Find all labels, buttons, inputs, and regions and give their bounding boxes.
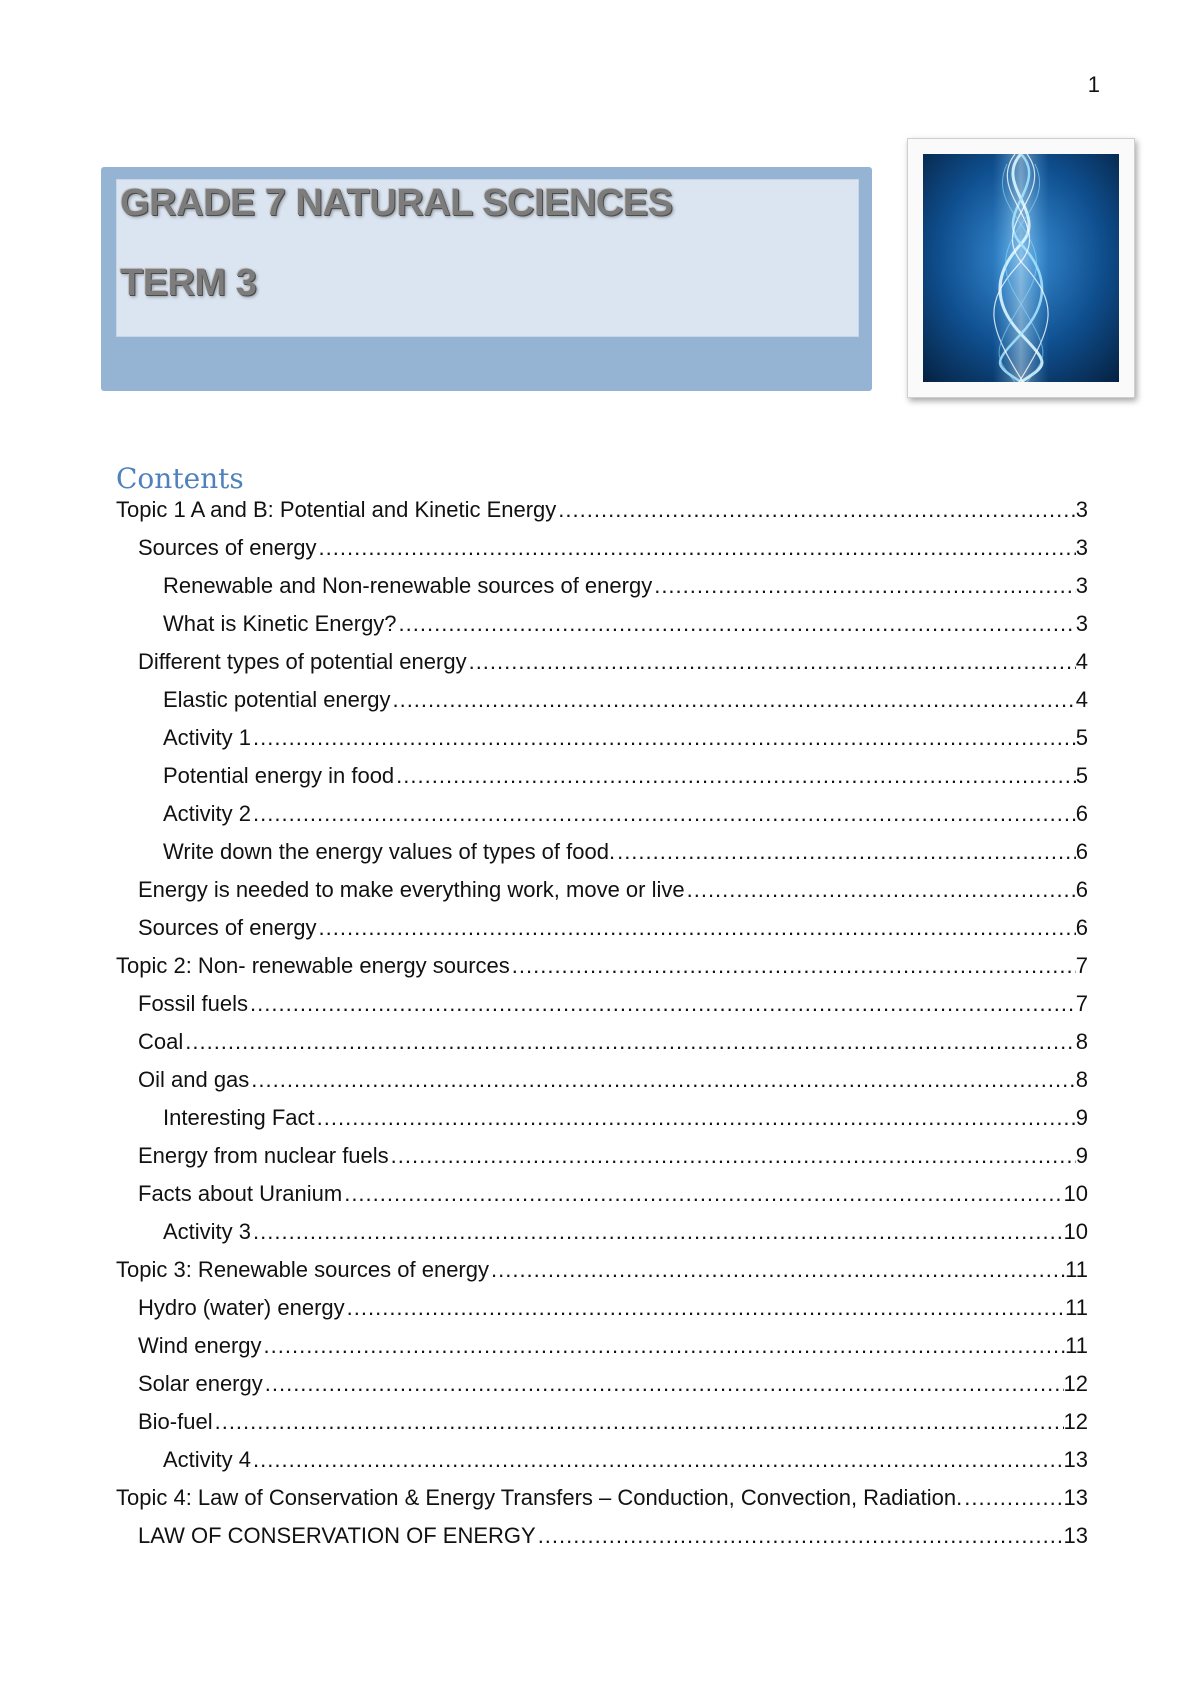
toc-entry-label: Energy from nuclear fuels bbox=[138, 1143, 389, 1168]
toc-entry[interactable] bbox=[116, 1219, 1088, 1257]
toc-entry-label: Activity 4 bbox=[163, 1447, 252, 1472]
toc-entry-label: Elastic potential energy bbox=[163, 687, 391, 712]
toc-entry[interactable] bbox=[116, 1333, 1088, 1371]
toc-entry[interactable] bbox=[116, 1295, 1088, 1333]
toc-entry-label: Solar energy bbox=[138, 1371, 263, 1396]
toc-entry-label: Activity 3 bbox=[163, 1219, 252, 1244]
toc-entry-label: Interesting Fact bbox=[163, 1105, 315, 1130]
toc-entry-label: Hydro (water) energy bbox=[138, 1295, 345, 1320]
toc-entry-page: 5 bbox=[1075, 763, 1088, 788]
toc-entry-page: 4 bbox=[1075, 687, 1088, 712]
document-subtitle: TERM 3 bbox=[120, 262, 257, 304]
toc-entry[interactable] bbox=[116, 953, 1088, 991]
toc-entry[interactable] bbox=[116, 649, 1088, 687]
toc-entry[interactable] bbox=[116, 915, 1088, 953]
toc-entry-page: 8 bbox=[1075, 1029, 1088, 1054]
toc-entry-label: Renewable and Non-renewable sources of energy bbox=[163, 573, 653, 598]
toc-entry-label: Oil and gas bbox=[138, 1067, 250, 1092]
toc-dot-leader bbox=[263, 1371, 1064, 1397]
toc-dot-leader bbox=[342, 1181, 1063, 1207]
toc-entry[interactable] bbox=[116, 763, 1088, 801]
toc-entry-page: 13 bbox=[1063, 1523, 1088, 1548]
toc-dot-leader bbox=[249, 1067, 1075, 1093]
toc-entry[interactable] bbox=[116, 535, 1088, 573]
toc-entry-label: Sources of energy bbox=[138, 535, 317, 560]
toc-entry-page: 13 bbox=[1063, 1485, 1088, 1510]
page-number: 1 bbox=[1087, 72, 1100, 97]
toc-entry-page: 7 bbox=[1075, 991, 1088, 1016]
toc-entry-page: 6 bbox=[1075, 877, 1088, 902]
toc-dot-leader bbox=[345, 1295, 1066, 1321]
toc-entry[interactable] bbox=[116, 877, 1088, 915]
toc-entry[interactable] bbox=[116, 991, 1088, 1029]
toc-dot-leader bbox=[652, 573, 1076, 599]
toc-entry[interactable] bbox=[116, 1181, 1088, 1219]
toc-entry-label: Fossil fuels bbox=[138, 991, 249, 1016]
toc-dot-leader bbox=[317, 535, 1076, 561]
toc-entry-label: Topic 2: Non- renewable energy sources bbox=[116, 953, 510, 978]
toc-entry-page: 5 bbox=[1075, 725, 1088, 750]
toc-entry[interactable] bbox=[116, 1029, 1088, 1067]
cover-image-frame bbox=[907, 138, 1135, 398]
toc-entry-label: Coal bbox=[138, 1029, 184, 1054]
toc-dot-leader bbox=[251, 1219, 1063, 1245]
toc-entry[interactable] bbox=[116, 687, 1088, 725]
toc-dot-leader bbox=[685, 877, 1076, 903]
blue-energy-wave-image bbox=[923, 154, 1119, 382]
toc-entry-page: 11 bbox=[1065, 1257, 1088, 1282]
toc-entry-page: 10 bbox=[1063, 1219, 1088, 1244]
toc-dot-leader bbox=[251, 725, 1076, 751]
toc-entry-label: Potential energy in food bbox=[163, 763, 395, 788]
toc-entry-label: Write down the energy values of types of food. bbox=[163, 839, 616, 864]
toc-entry[interactable] bbox=[116, 1409, 1088, 1447]
toc-entry-label: Sources of energy bbox=[138, 915, 317, 940]
toc-entry-label: Topic 1 A and B: Potential and Kinetic Energy bbox=[116, 497, 557, 522]
table-of-contents bbox=[116, 497, 1088, 1561]
toc-entry[interactable] bbox=[116, 497, 1088, 535]
toc-dot-leader bbox=[248, 991, 1076, 1017]
toc-entry-page: 11 bbox=[1065, 1295, 1088, 1320]
toc-dot-leader bbox=[510, 953, 1076, 979]
toc-entry[interactable] bbox=[116, 725, 1088, 763]
toc-dot-leader bbox=[962, 1485, 1063, 1511]
toc-dot-leader bbox=[536, 1523, 1064, 1549]
toc-entry-label: LAW OF CONSERVATION OF ENERGY bbox=[138, 1523, 536, 1548]
toc-dot-leader bbox=[397, 611, 1076, 637]
toc-dot-leader bbox=[315, 1105, 1076, 1131]
toc-entry-page: 3 bbox=[1075, 573, 1088, 598]
toc-entry[interactable] bbox=[116, 1067, 1088, 1105]
toc-dot-leader bbox=[251, 801, 1076, 827]
toc-entry[interactable] bbox=[116, 1143, 1088, 1181]
toc-dot-leader bbox=[213, 1409, 1064, 1435]
toc-entry-page: 11 bbox=[1065, 1333, 1088, 1358]
toc-dot-leader bbox=[183, 1029, 1076, 1055]
contents-heading: Contents bbox=[116, 462, 244, 495]
toc-dot-leader bbox=[317, 915, 1076, 941]
toc-entry-page: 8 bbox=[1075, 1067, 1088, 1092]
toc-entry-page: 6 bbox=[1075, 801, 1088, 826]
toc-entry-label: Topic 3: Renewable sources of energy bbox=[116, 1257, 489, 1282]
toc-dot-leader bbox=[394, 763, 1076, 789]
toc-entry-page: 13 bbox=[1063, 1447, 1088, 1472]
toc-entry-page: 3 bbox=[1075, 611, 1088, 636]
toc-entry-label: Energy is needed to make everything work, move or live bbox=[138, 877, 685, 902]
toc-entry-label: Activity 2 bbox=[163, 801, 252, 826]
toc-entry[interactable] bbox=[116, 1447, 1088, 1485]
toc-entry-page: 6 bbox=[1075, 839, 1088, 864]
toc-entry-page: 3 bbox=[1075, 535, 1088, 560]
toc-entry[interactable] bbox=[116, 801, 1088, 839]
toc-entry-label: Topic 4: Law of Conservation & Energy Transfers – Conduction, Convection, Radiation. bbox=[116, 1485, 963, 1510]
toc-entry-page: 6 bbox=[1075, 915, 1088, 940]
toc-dot-leader bbox=[389, 1143, 1076, 1169]
toc-entry-label: Wind energy bbox=[138, 1333, 262, 1358]
toc-entry-label: What is Kinetic Energy? bbox=[163, 611, 397, 636]
toc-entry-label: Activity 1 bbox=[163, 725, 252, 750]
toc-entry-page: 9 bbox=[1075, 1105, 1088, 1130]
toc-entry[interactable] bbox=[116, 611, 1088, 649]
toc-entry-page: 7 bbox=[1075, 953, 1088, 978]
toc-dot-leader bbox=[390, 687, 1075, 713]
toc-dot-leader bbox=[615, 839, 1076, 865]
toc-entry-page: 9 bbox=[1075, 1143, 1088, 1168]
toc-entry[interactable] bbox=[116, 1257, 1088, 1295]
toc-dot-leader bbox=[262, 1333, 1066, 1359]
toc-dot-leader bbox=[251, 1447, 1063, 1473]
toc-entry-label: Facts about Uranium bbox=[138, 1181, 343, 1206]
toc-entry[interactable] bbox=[116, 1523, 1088, 1561]
toc-entry-label: Different types of potential energy bbox=[138, 649, 467, 674]
toc-entry[interactable] bbox=[116, 573, 1088, 611]
toc-entry-label: Bio-fuel bbox=[138, 1409, 213, 1434]
toc-entry-page: 12 bbox=[1063, 1409, 1088, 1434]
toc-entry[interactable] bbox=[116, 1371, 1088, 1409]
toc-entry-page: 4 bbox=[1075, 649, 1088, 674]
toc-entry-page: 12 bbox=[1063, 1371, 1088, 1396]
toc-entry[interactable] bbox=[116, 1105, 1088, 1143]
toc-entry-page: 3 bbox=[1075, 497, 1088, 522]
toc-dot-leader bbox=[489, 1257, 1065, 1283]
toc-entry[interactable] bbox=[116, 1485, 1088, 1523]
toc-entry-page: 10 bbox=[1063, 1181, 1088, 1206]
toc-entry[interactable] bbox=[116, 839, 1088, 877]
toc-dot-leader bbox=[467, 649, 1076, 675]
toc-dot-leader bbox=[556, 497, 1075, 523]
document-title: GRADE 7 NATURAL SCIENCES bbox=[120, 182, 673, 224]
